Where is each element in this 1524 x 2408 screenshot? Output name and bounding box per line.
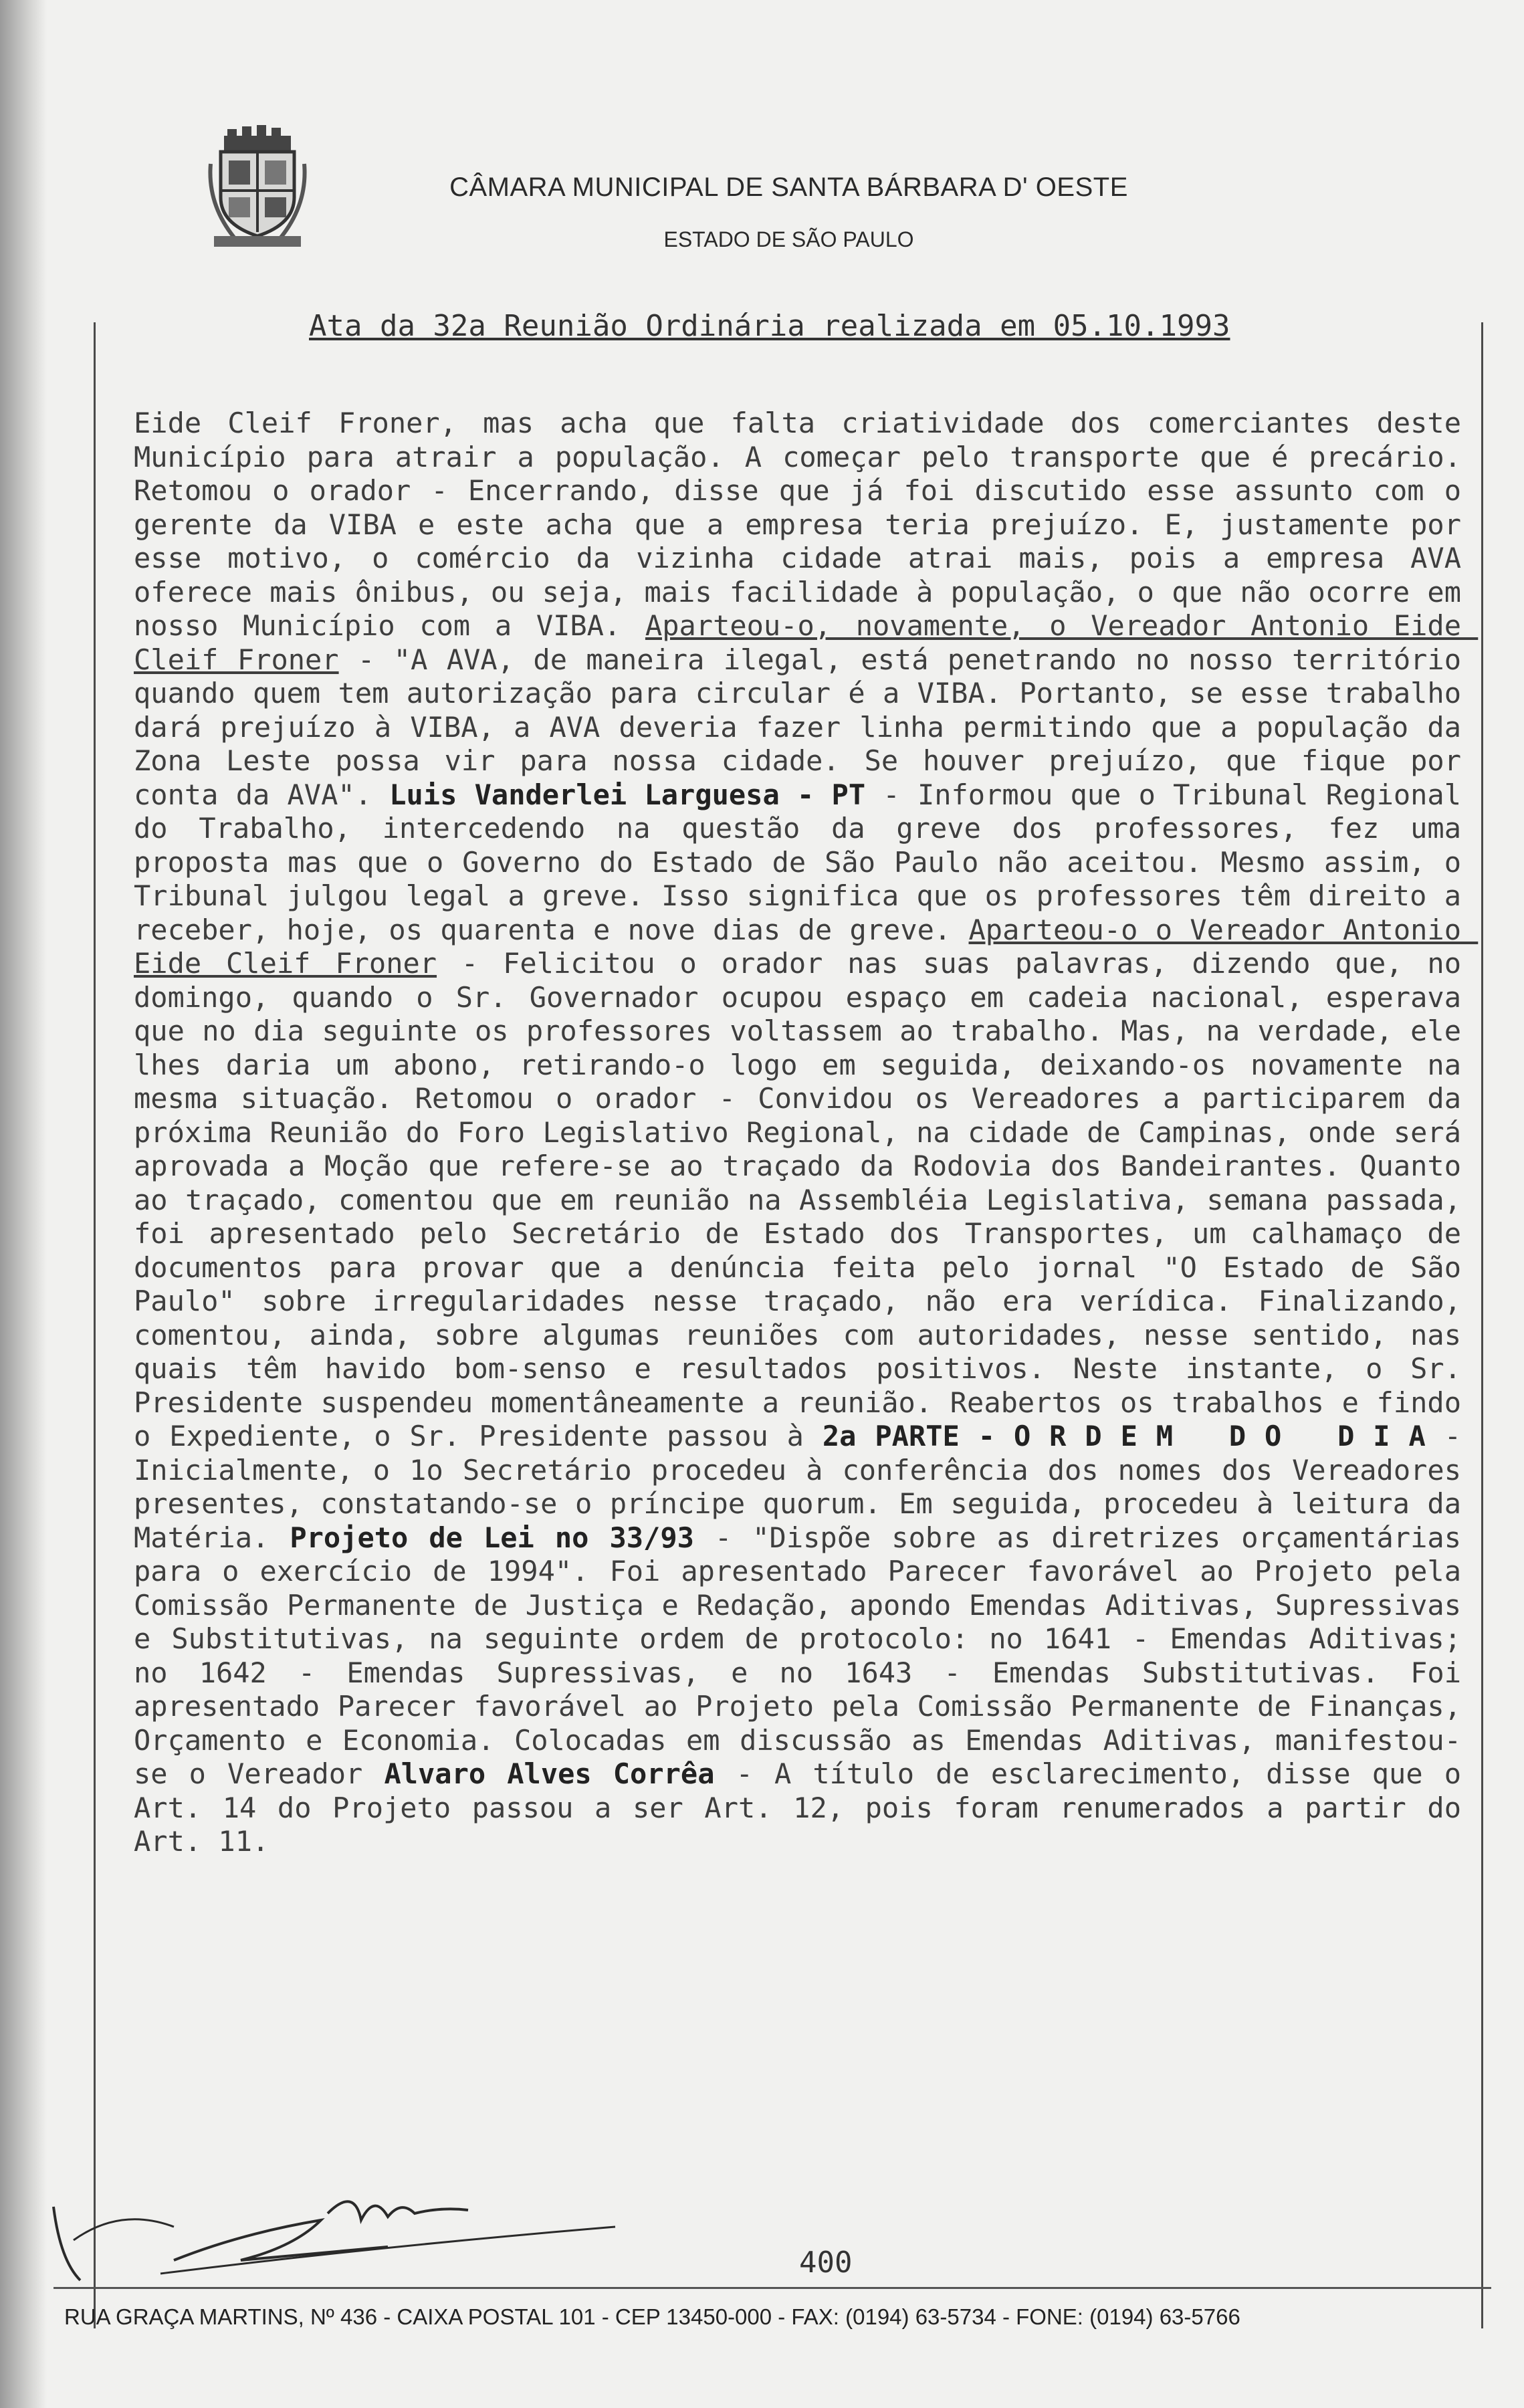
aparte-2: Aparteou-o o Vereador Antonio Eide Cleif Froner [134,913,1479,980]
bill-reference: Projeto de Lei no 33/93 [290,1521,694,1554]
minutes-title: Ata da 32a Reunião Ordinária realizada em 05.10.1993 [309,309,1230,343]
aparte-1: Aparteou-o, novamente, o Vereador Antonio Eide Cleif Froner [134,609,1479,676]
footer-divider [53,2287,1491,2289]
paragraph-2: - "A AVA, de maneira ilegal, está penetrando no nosso território quando quem tem autorização para circular é a VIBA. Portanto, se esse trabalho dará prejuízo à VIBA, a AVA deveria fazer linha permitindo que a população da Zona Leste possa vir para nossa cidade. Se houver prejuízo, que fique por conta da AVA". [134,643,1479,811]
scan-edge-shadow [0,0,47,2408]
page-number: 400 [799,2246,853,2280]
footer-address: RUA GRAÇA MARTINS, Nº 436 - CAIXA POSTAL 101 - CEP 13450-000 - FAX: (0194) 63-5734 - FONE: (0194) 63-5766 [64,2304,1240,2329]
frame-border-left [94,322,96,2328]
frame-border-right [1481,322,1483,2328]
speaker-luis-vanderlei: Luis Vanderlei Larguesa - PT [389,778,866,811]
paragraph-5: - Inicialmente, o 1o Secretário procedeu à conferência dos nomes dos Vereadores presentes, constatando-se o príncipe quorum. Em seguida, procedeu à leitura da Matéria. [134,1420,1479,1554]
chamber-name: CÂMARA MUNICIPAL DE SANTA BÁRBARA D' OESTE [449,173,1128,202]
order-of-day-heading: 2a PARTE - O R D E M D O D I A [822,1420,1426,1452]
paragraph-1: Eide Cleif Froner, mas acha que falta criatividade dos comerciantes deste Município para atrair a população. A começar pelo transporte que é precário. Retomou o orador - Encerrando, disse que já foi discutido esse assunto com o gerente da VIBA e este acha que a empresa teria prejuízo. E, justamente por esse motivo, o comércio da vizinha cidade atrai mais, pois a empresa AVA oferece mais ônibus, ou seja, mais facilidade à população, o que não ocorre em nosso Município com a VIBA. [134,407,1479,642]
speaker-alvaro-alves: Alvaro Alves Corrêa [384,1757,715,1790]
paragraph-3: - Informou que o Tribunal Regional do Trabalho, intercedendo na questão da greve dos professores, fez uma proposta mas que o Governo do Estado de São Paulo não aceitou. Mesmo assim, o Tribunal julgou legal a greve. Isso significa que os professores têm direito a receber, hoje, os quarenta e nove dias de greve. [134,778,1479,946]
state-name: ESTADO DE SÃO PAULO [663,227,914,251]
minutes-body [134,407,1479,1859]
paragraph-6: - "Dispõe sobre as diretrizes orçamentárias para o exercício de 1994". Foi apresentado Parecer favorável ao Projeto pela Comissão Permanente de Justiça e Redação, apondo Emendas Aditivas, Supressivas e Substitutivas, na seguinte ordem de protocolo: no 1641 - Emendas Aditivas; no 1642 - Emendas Supressivas, e no 1643 - Emendas Substitutivas. Foi apresentado Parecer favorável ao Projeto pela Comissão Permanente de Finanças, Orçamento e Economia. Colocadas em discussão as Emendas Aditivas, manifestou-se o Vereador [134,1521,1479,1790]
handwritten-signature [40,2180,629,2287]
paragraph-7: - A título de esclarecimento, disse que o Art. 14 do Projeto passou a ser Art. 12, pois foram renumerados a partir do Art. 11. [134,1757,1479,1858]
paragraph-4: - Felicitou o orador nas suas palavras, dizendo que, no domingo, quando o Sr. Governador ocupou espaço em cadeia nacional, esperava que no dia seguinte os professores voltassem ao trabalho. Mas, na verdade, ele lhes daria um abono, retirando-o logo em seguida, deixando-os novamente na mesma situação. Retomou o orador - Convidou os Vereadores a participarem da próxima Reunião do Foro Legislativo Regional, na cidade de Campinas, onde será aprovada a Moção que refere-se ao traçado da Rodovia dos Bandeirantes. Quanto ao traçado, comentou que em reunião na Assembléia Legislativa, semana passada, foi apresentado pelo Secretário de Estado dos Transportes, um calhamaço de documentos para provar que a denúncia feita pelo jornal "O Estado de São Paulo" sobre irregularidades nesse traçado, não era verídica. Finalizando, comentou, ainda, sobre algumas reuniões com autoridades, nesse sentido, nas quais têm havido bom-senso e resultados positivos. Neste instante, o Sr. Presidente suspendeu momentâneamente a reunião. Reabertos os trabalhos e findo o Expediente, o Sr. Presidente passou à [134,947,1479,1452]
